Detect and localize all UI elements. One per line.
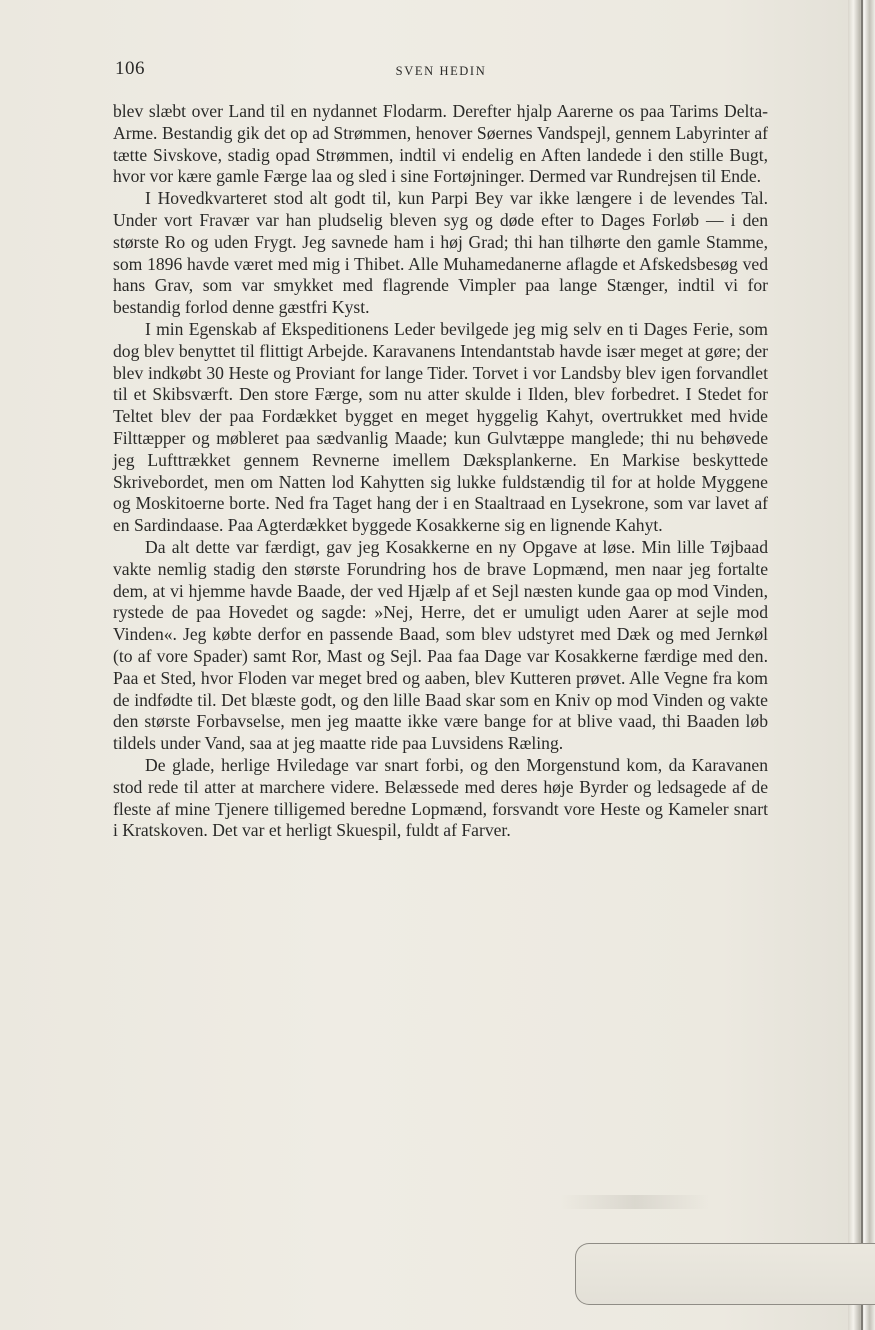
paragraph-2: I Hovedkvarteret stod alt godt til, kun Parpi Bey var ikke længere i de levendes Tal. Under vort Fravær var han pludselig bleven syg og døde efter to Dages Forløb — i den største Ro og uden Frygt. Jeg savnede ham i høj Grad; thi han tilhørte den gamle Stamme, som 1896 havde været med mig i Thibet. Alle Muhamedanerne aflagde et Afskedsbesøg ved hans Grav, som var smykket med flagrende Vimpler paa lange Stænger, indtil vi for bestandig forlod denne gæstfri Kyst. bbox=[113, 188, 768, 318]
paragraph-3: I min Egenskab af Ekspeditionens Leder bevilgede jeg mig selv en ti Dages Ferie, som dog blev benyttet til flittigt Arbejde. Karavanens Intendantstab havde især meget at gøre; der blev indkøbt 30 Heste og Proviant for lange Tider. Torvet i vor Landsby blev igen forvandlet til et Skibsværft. Den store Færge, som nu atter skulde i Ilden, blev forbedret. I Stedet for Teltet blev der paa Fordækket bygget en meget hyggelig Kahyt, overtrukket med hvide Filttæpper og møbleret paa sædvanlig Maade; kun Gulvtæppe manglede; thi nu behøvede jeg Lufttrækket gennem Revnerne imellem Dæksplankerne. En Markise beskyttede Skrivebordet, men om Natten lod Kahytten sig lukke fuldstændig til for at holde Myggene og Moskitoerne borte. Ned fra Taget hang der i en Staaltraad en Lysekrone, som var lavet af en Sardindaase. Paa Agterdækket byggede Kosakkerne sig en lignende Kahyt. bbox=[113, 318, 768, 536]
book-spine-edge bbox=[848, 0, 875, 1330]
paragraph-5: De glade, herlige Hviledage var snart forbi, og den Morgenstund kom, da Karavanen stod rede til atter at marchere videre. Belæssede med deres høje Byrder og ledsagede af de fleste af mine Tjenere tilligemed beredne Lopmænd, forsvandt vore Heste og Kameler snart i Kratskoven. Det var et herligt Skuespil, fuldt af Farver. bbox=[113, 754, 768, 841]
running-head: SVEN HEDIN bbox=[395, 64, 487, 78]
paragraph-1: blev slæbt over Land til en nydannet Flodarm. Derefter hjalp Aarerne os paa Tarims Delta-Arme. Bestandig gik det op ad Strømmen, henover Søernes Vandspejl, gennem Labyrinter af tætte Sivskove, stadig opad Strømmen, indtil vi endelig en Aften landede i den stille Bugt, hvor vor kære gamle Færge laa og sled i sine Fortøjninger. Dermed var Rundrejsen til Ende. bbox=[113, 101, 768, 187]
spine-shadow-line bbox=[861, 0, 863, 1330]
page-header bbox=[115, 58, 767, 84]
page-tab-outline bbox=[575, 1243, 875, 1305]
body-text bbox=[113, 101, 768, 842]
paragraph-4: Da alt dette var færdigt, gav jeg Kosakkerne en ny Opgave at løse. Min lille Tøjbaad vakte nemlig stadig den største Forundring hos de brave Lopmænd, men naar jeg fortalte dem, at vi hjemme havde Baade, der ved Hjælp af et Sejl næsten kunde gaa op mod Vinden, rystede de paa Hovedet og sagde: »Nej, Herre, det er umuligt uden Aarer at sejle mod Vinden«. Jeg købte derfor en passende Baad, som blev udstyret med Dæk og med Jernkøl (to af vore Spader) samt Ror, Mast og Sejl. Paa faa Dage var Kosakkerne færdige med den. Paa et Sted, hvor Floden var meget bred og aaben, blev Kutteren prøvet. Alle Vegne fra kom de indfødte til. Det blæste godt, og den lille Baad skar som en Kniv op mod Vinden og vakte den største Forbavselse, men jeg maatte ikke være bange for at blive vaad, thi Baaden løb tildels under Vand, saa at jeg maatte ride paa Luvsidens Ræling. bbox=[113, 536, 768, 754]
show-through-smudge bbox=[560, 1195, 710, 1209]
page-number: 106 bbox=[115, 58, 145, 79]
